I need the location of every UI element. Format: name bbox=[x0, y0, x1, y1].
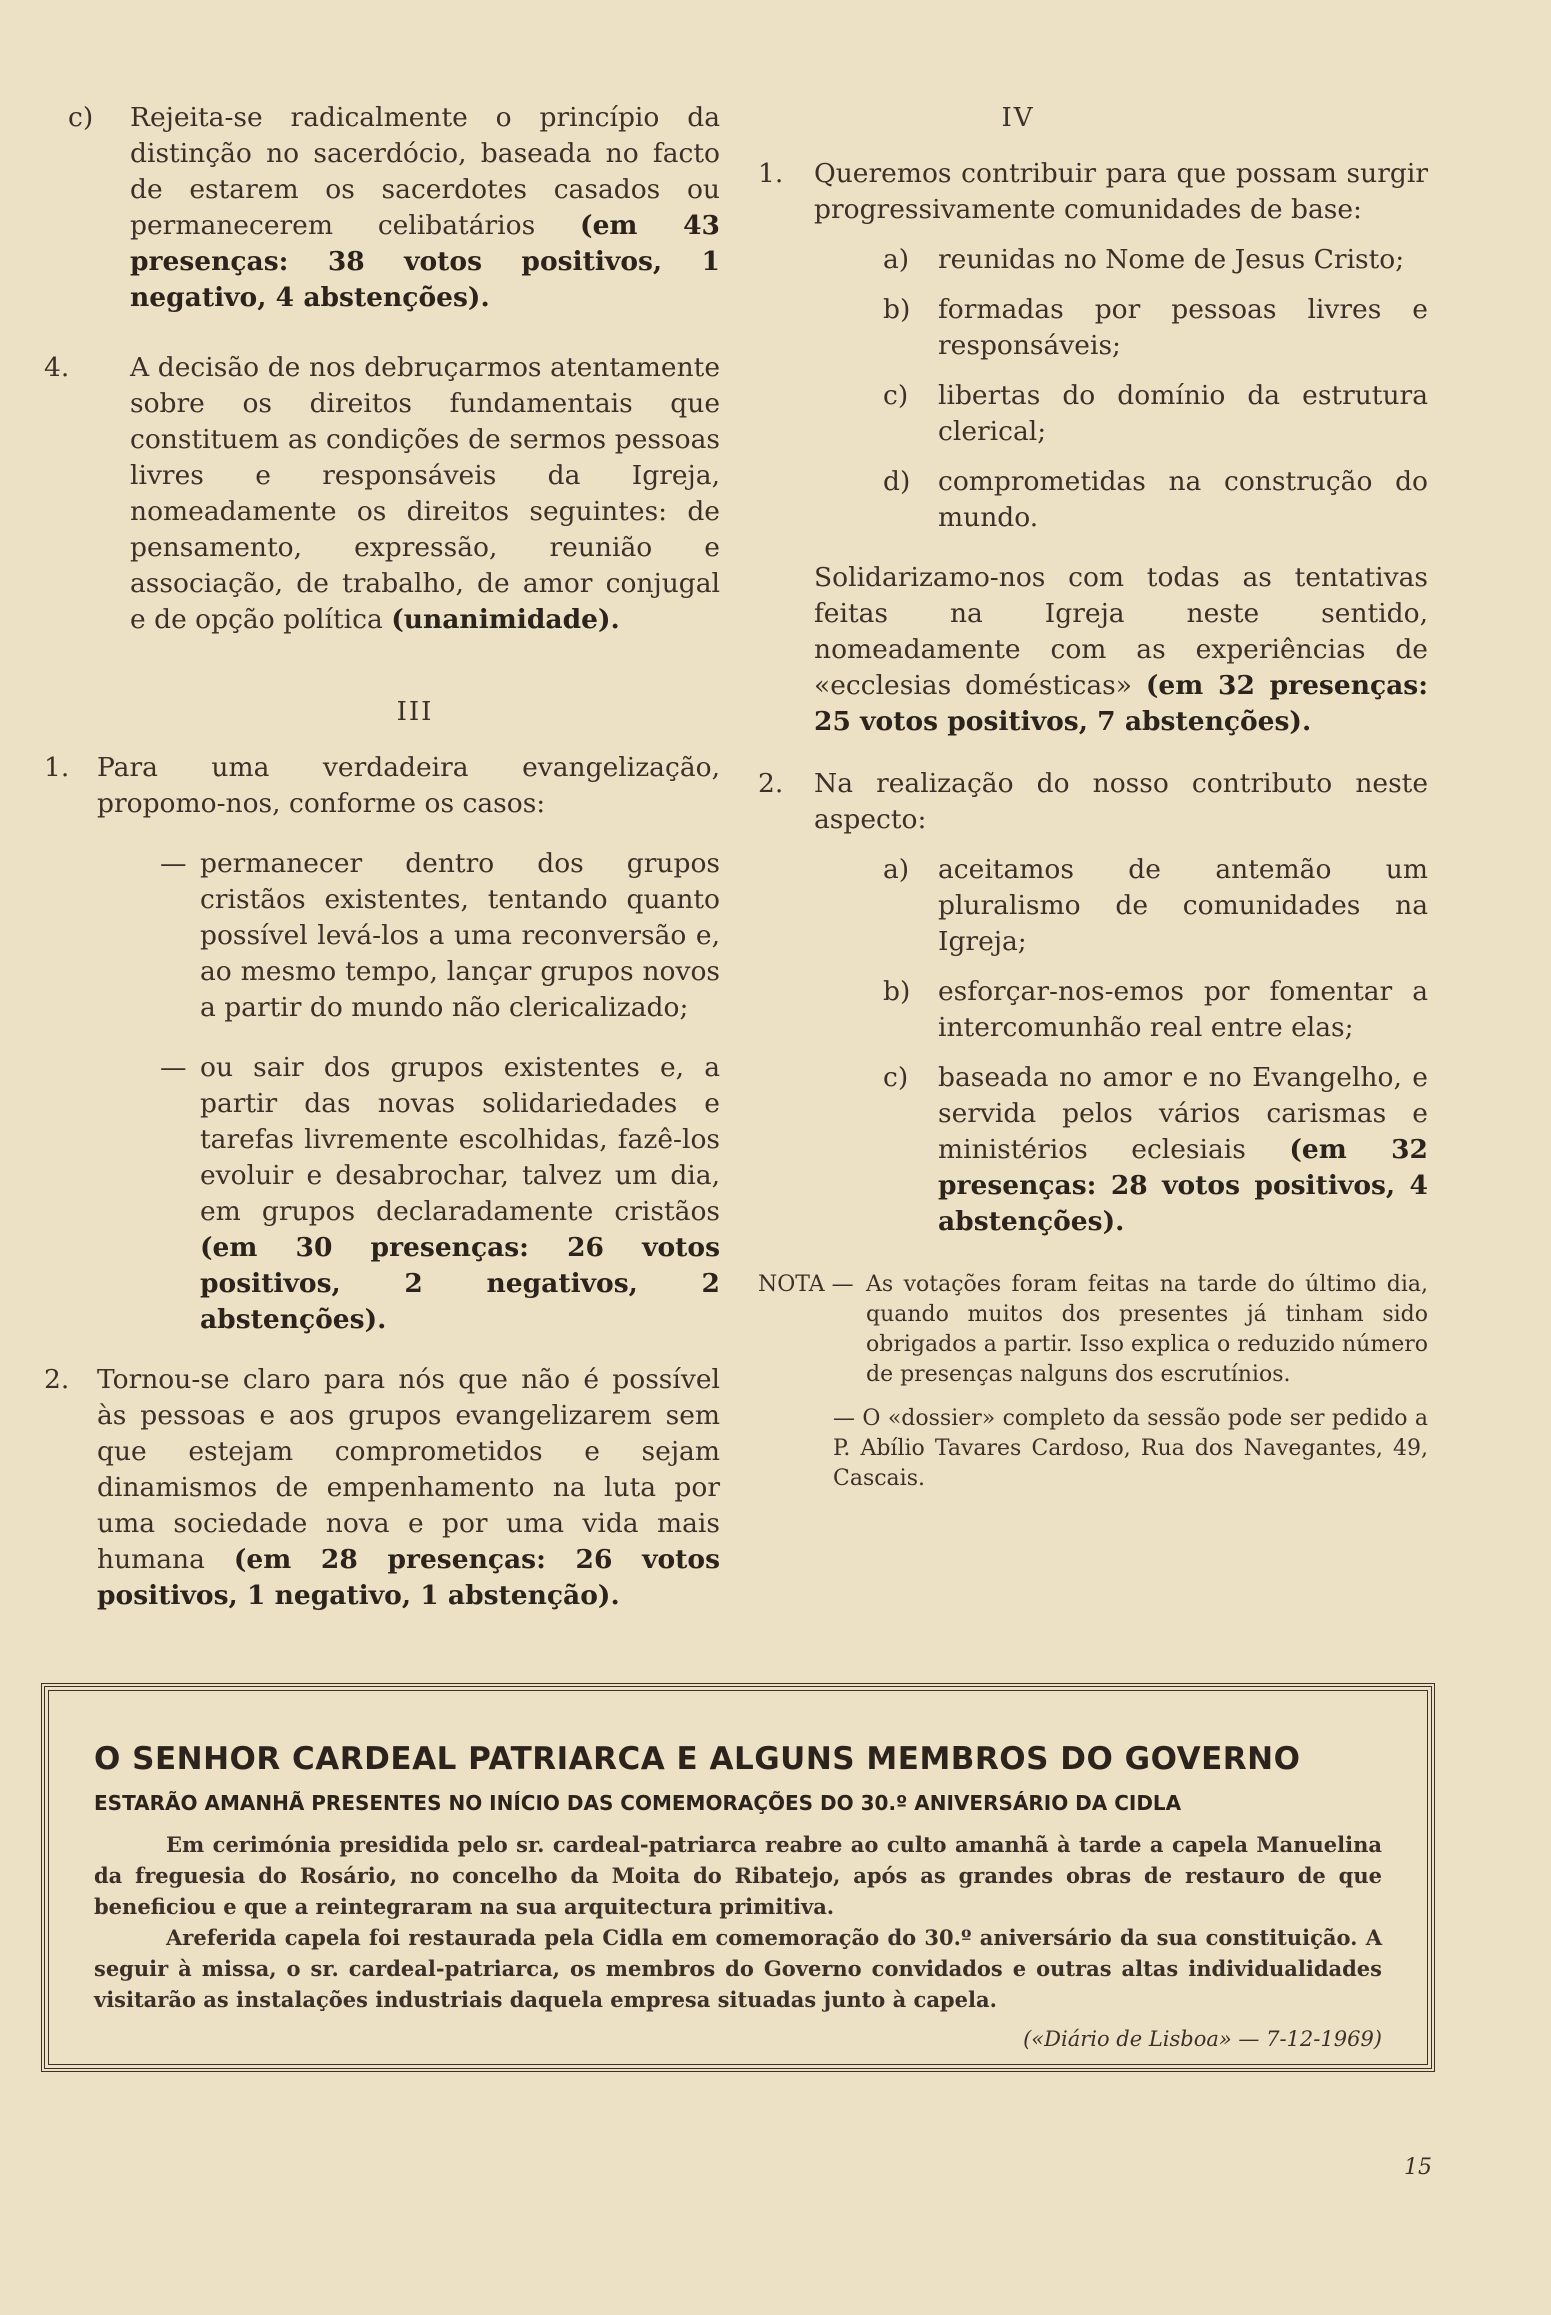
sub-letter: b) bbox=[883, 294, 911, 325]
sub-text: formadas por pessoas livres e responsáveis; bbox=[938, 294, 1428, 361]
item-text: Queremos contribuir para que possam surgir progressivamente comunidades de base: bbox=[814, 158, 1428, 225]
paragraph-text: Solidarizamo-nos com todas as tentativas feitas na Igreja neste sentido, nomeadamente com as experiências de «ecclesias domésticas» bbox=[814, 562, 1428, 701]
item-number: 2. bbox=[44, 1364, 70, 1395]
sub-item-b bbox=[813, 292, 1428, 364]
nota bbox=[758, 1270, 1428, 1494]
item-2 bbox=[44, 1362, 720, 1614]
sub-letter: a) bbox=[883, 854, 910, 885]
item-number: 1. bbox=[758, 158, 784, 189]
sub-item-b bbox=[813, 974, 1428, 1046]
sub-letter: d) bbox=[883, 466, 911, 497]
vote-result: (em 32 presenças: 25 votos positivos, 7 abstenções). bbox=[814, 670, 1428, 737]
solidarity-paragraph bbox=[814, 560, 1428, 740]
left-column bbox=[44, 100, 720, 1614]
item-4 bbox=[44, 350, 720, 638]
news-source: («Diário de Lisboa» — 7-12-1969) bbox=[1023, 2027, 1382, 2051]
sub-item-a bbox=[813, 242, 1428, 278]
dash-mark: — bbox=[160, 848, 187, 879]
item-text: Tornou-se claro para nós que não é possível às pessoas e aos grupos evangelizarem sem que estejam comprometidos e sejam dinamismos de empenhamento na luta por uma sociedade nova e por uma vida mais humana bbox=[97, 1364, 720, 1575]
item-number: 2. bbox=[758, 768, 784, 799]
vote-result: (em 32 presenças: 28 votos positivos, 4 abstenções). bbox=[938, 1134, 1428, 1237]
sub-text: comprometidas na construção do mundo. bbox=[938, 466, 1428, 533]
item-number: 4. bbox=[44, 352, 70, 383]
vote-result: (em 30 presenças: 26 votos positivos, 2 negativos, 2 abstenções). bbox=[200, 1232, 720, 1335]
vote-result: (em 28 presenças: 26 votos positivos, 1 negativo, 1 abstenção). bbox=[97, 1544, 720, 1611]
sub-item-a bbox=[813, 852, 1428, 960]
item-text: Rejeita-se radicalmente o princípio da distinção no sacerdócio, baseada no facto de estarem os sacerdotes casados ou permanecerem celibatários bbox=[130, 102, 720, 241]
dash-item-1 bbox=[160, 846, 720, 1026]
vote-result: (unanimidade). bbox=[391, 604, 620, 635]
sub-text: libertas do domínio da estrutura clerical; bbox=[938, 380, 1428, 447]
sub-text: aceitamos de antemão um pluralismo de comunidades na Igreja; bbox=[938, 854, 1428, 957]
item-number: c) bbox=[68, 102, 94, 133]
nota-text: As votações foram feitas na tarde do último dia, quando muitos dos presentes já tinham sido obrigados a partir. Isso explica o reduzido número de presenças nalguns dos escrutínios. bbox=[866, 1272, 1428, 1387]
item-text: Para uma verdadeira evangelização, propomo-nos, conforme os casos: bbox=[97, 752, 720, 819]
nota-text-dossier: — O «dossier» completo da sessão pode ser pedido a P. Abílio Tavares Cardoso, Rua dos Navegantes, 49, Cascais. bbox=[833, 1406, 1428, 1491]
item-text: permanecer dentro dos grupos cristãos existentes, tentando quanto possível levá-los a uma reconversão e, ao mesmo tempo, lançar grupos novos a partir do mundo não clericalizado; bbox=[200, 848, 720, 1023]
page-number: 15 bbox=[1404, 2155, 1432, 2180]
dash-mark: — bbox=[160, 1052, 187, 1083]
vote-result: (em 43 presenças: 38 votos positivos, 1 negativo, 4 abstenções). bbox=[130, 210, 720, 313]
item-text: Na realização do nosso contributo neste aspecto: bbox=[814, 768, 1428, 835]
right-column bbox=[758, 100, 1428, 1494]
item-1 bbox=[44, 750, 720, 822]
item-text: ou sair dos grupos existentes e, a partir das novas solidariedades e tarefas livremente escolhidas, fazê-los evoluir e desabrochar, talvez um dia, em grupos declaradamente cristãos bbox=[200, 1052, 720, 1227]
sub-letter: a) bbox=[883, 244, 910, 275]
news-paragraph-2: Areferida capela foi restaurada pela Cidla em comemoração do 30.º aniversário da sua constituição. A seguir à missa, o sr. cardeal-patriarca, os membros do Governo convidados e outras altas individualidades visitarão as instalações industriais daquela empresa situadas junto à capela. bbox=[94, 1925, 1382, 2012]
news-paragraph-1: Em cerimónia presidida pelo sr. cardeal-patriarca reabre ao culto amanhã à tarde a capela Manuelina da freguesia do Rosário, no concelho da Moita do Ribatejo, após as grandes obras de restauro de que beneficiou e que a reintegraram na sua arquitectura primitiva. bbox=[94, 1832, 1382, 1919]
sub-letter: b) bbox=[883, 976, 911, 1007]
sub-text: esforçar-nos-emos por fomentar a intercomunhão real entre elas; bbox=[938, 976, 1428, 1043]
sub-item-c bbox=[813, 378, 1428, 450]
item-1 bbox=[758, 156, 1428, 228]
sub-text: reunidas no Nome de Jesus Cristo; bbox=[938, 244, 1405, 275]
item-text: A decisão de nos debruçarmos atentamente sobre os direitos fundamentais que constituem as condições de sermos pessoas livres e responsáveis da Igreja, nomeadamente os direitos seguintes: de pensamento, expressão, reunião e associação, de trabalho, de amor conjugal e de opção política bbox=[130, 352, 720, 635]
dash-item-2 bbox=[160, 1050, 720, 1338]
section-heading-iv: IV bbox=[1001, 103, 1035, 133]
sub-item-d bbox=[813, 464, 1428, 536]
sub-text: baseada no amor e no Evangelho, e servida pelos vários carismas e ministérios eclesiais bbox=[938, 1062, 1428, 1165]
sub-letter: c) bbox=[883, 380, 909, 411]
section-heading-iii: III bbox=[396, 697, 434, 727]
item-number: 1. bbox=[44, 752, 70, 783]
news-box bbox=[48, 1690, 1428, 2065]
news-title: O SENHOR CARDEAL PATRIARCA E ALGUNS MEMBROS DO GOVERNO bbox=[94, 1741, 1301, 1777]
nota-label: NOTA — bbox=[758, 1272, 854, 1297]
item-2 bbox=[758, 766, 1428, 838]
sub-item-c bbox=[813, 1060, 1428, 1240]
sub-letter: c) bbox=[883, 1062, 909, 1093]
news-subtitle: ESTARÃO AMANHÃ PRESENTES NO INÍCIO DAS COMEMORAÇÕES DO 30.º ANIVERSÁRIO DA CIDLA bbox=[94, 1791, 1182, 1815]
